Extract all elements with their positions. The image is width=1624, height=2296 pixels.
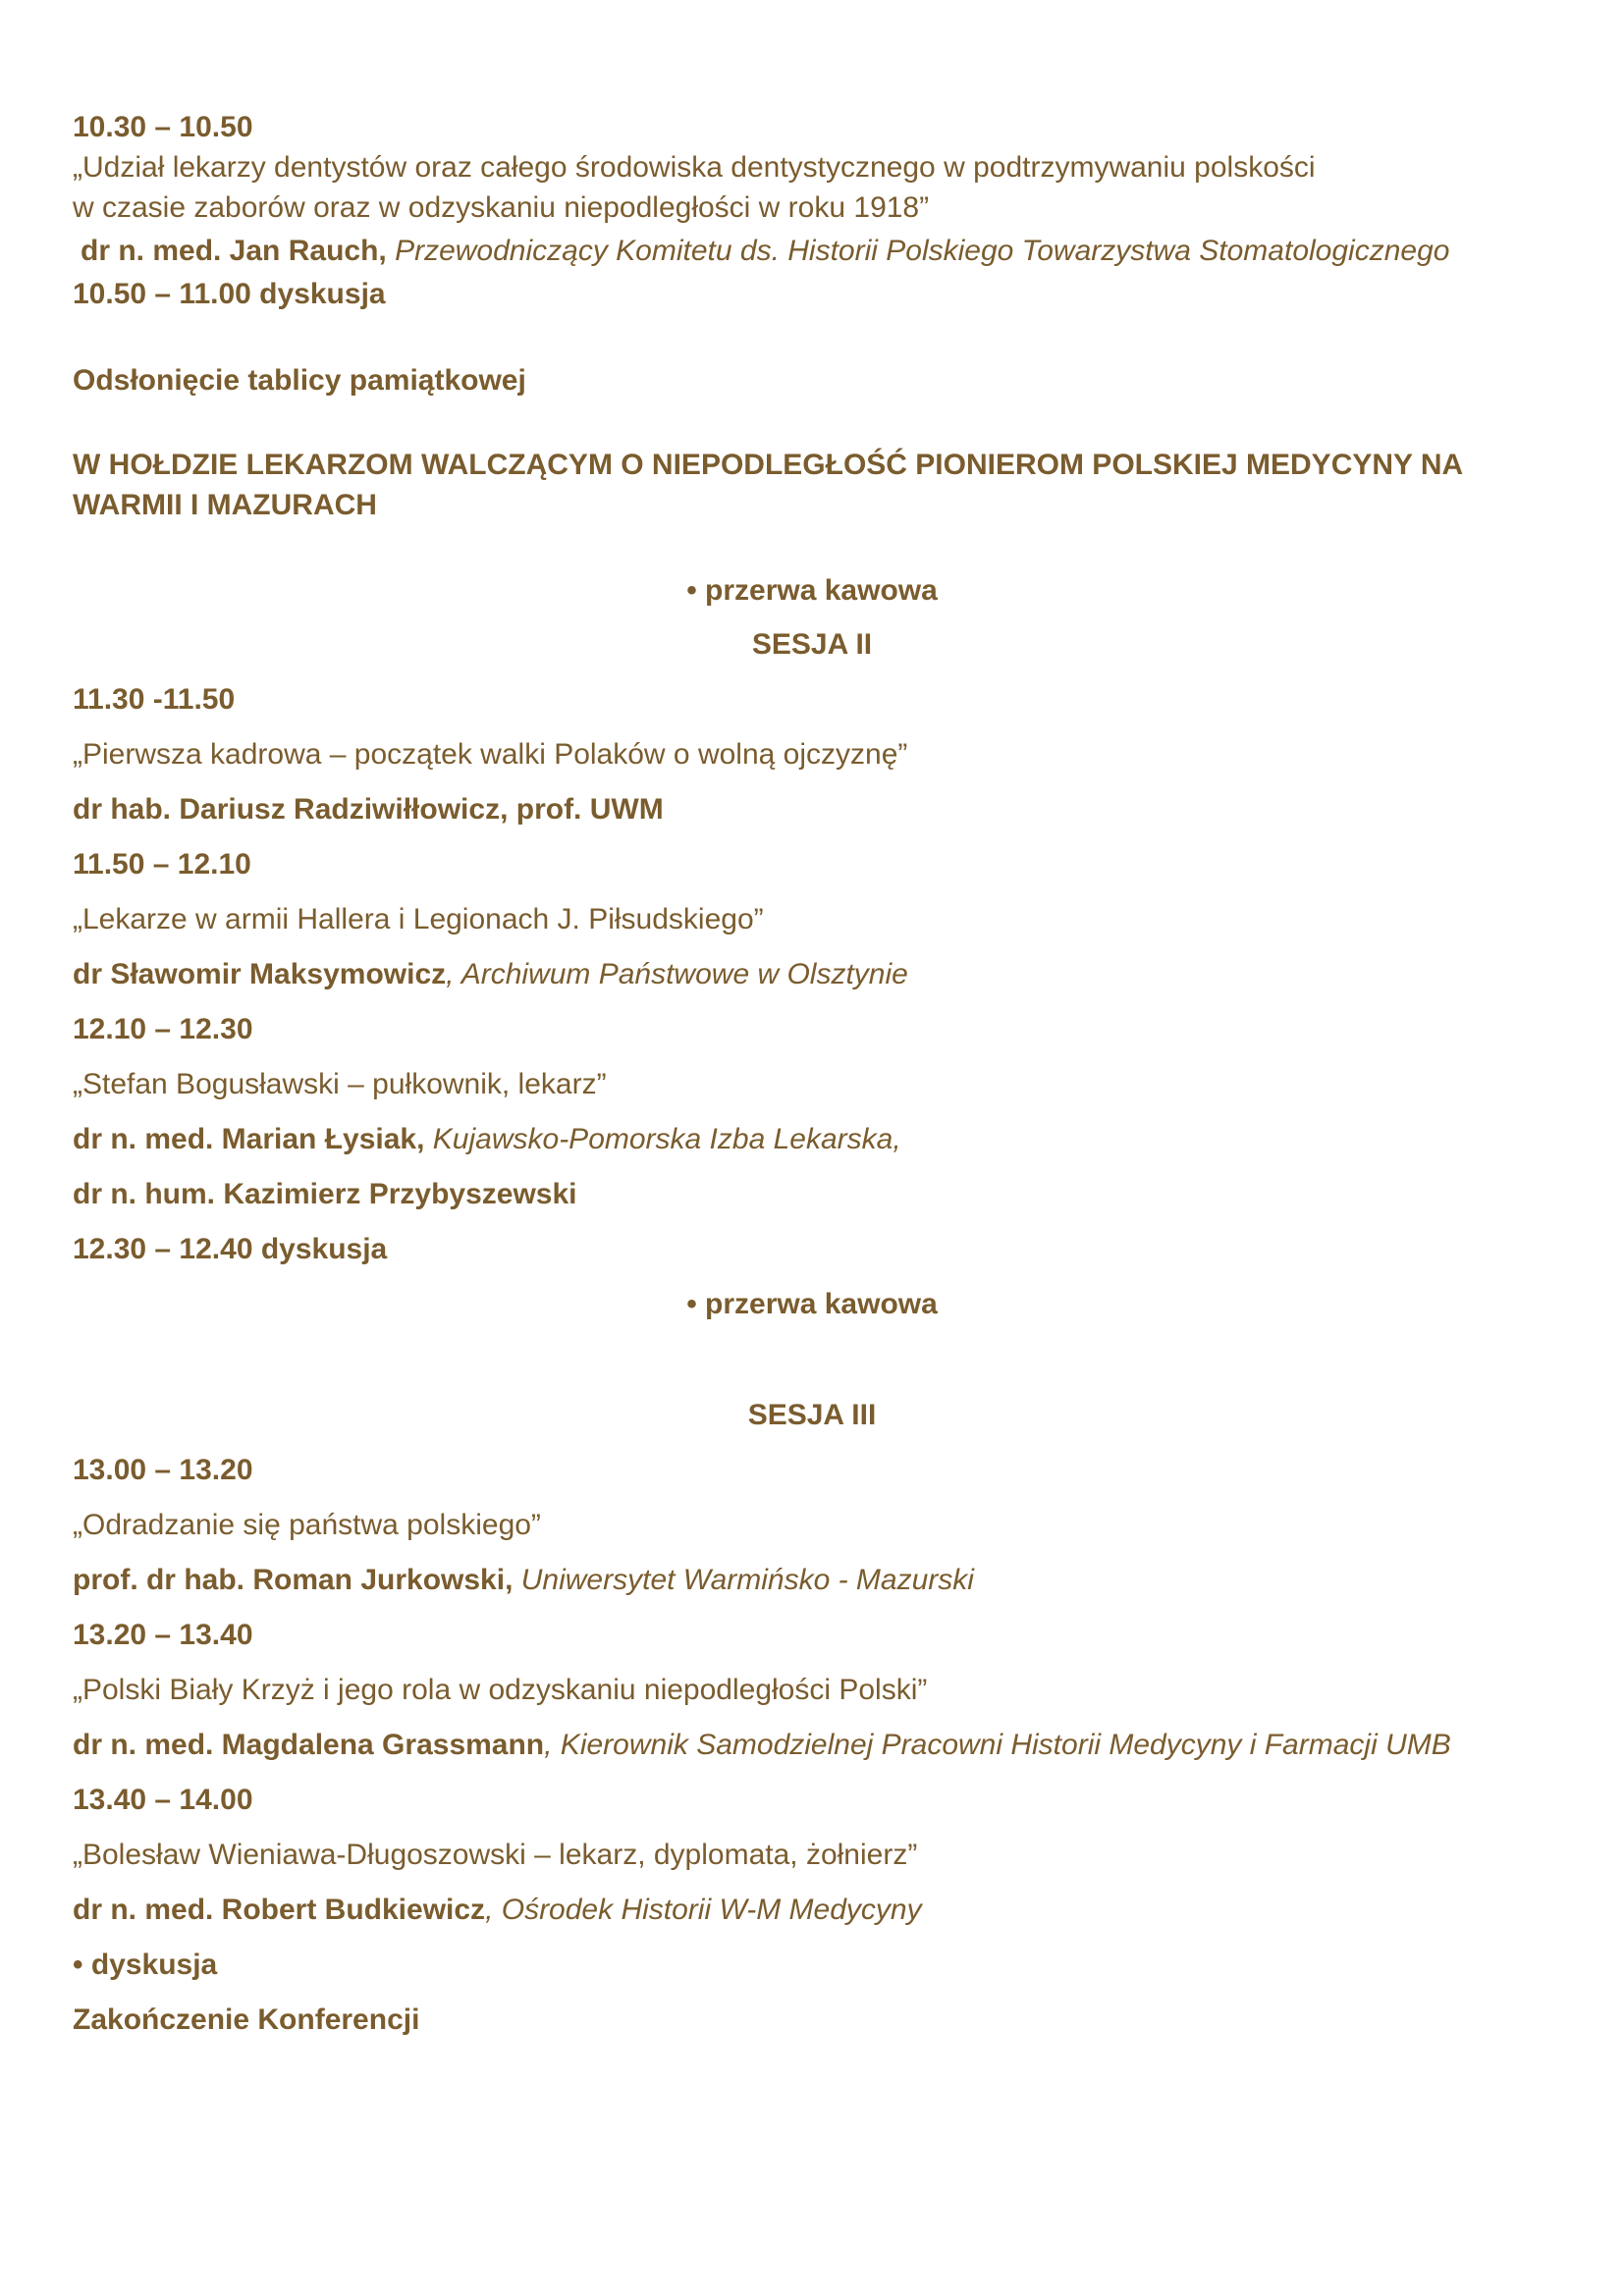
talk-title: „Odradzanie się państwa polskiego” — [73, 1509, 541, 1541]
talk-time: 10.30 – 10.50 — [73, 111, 253, 143]
discussion: 12.30 – 12.40 dyskusja — [73, 1233, 388, 1265]
coffee-break: • przerwa kawowa — [686, 574, 938, 607]
plaque-heading: Odsłonięcie tablicy pamiątkowej — [73, 364, 526, 397]
discussion: 10.50 – 11.00 dyskusja — [73, 278, 386, 310]
talk-speaker-line — [81, 232, 1449, 271]
talk-title: „Udział lekarzy dentystów oraz całego środowiska dentystycznego w podtrzymywaniu polskości — [73, 151, 1316, 184]
speaker-affiliation: , Archiwum Państwowe w Olsztynie — [446, 958, 908, 990]
speaker-name: dr n. med. Magdalena Grassmann — [73, 1729, 545, 1761]
talk-speaker-line — [73, 1561, 974, 1600]
talk-time: 11.30 -11.50 — [73, 683, 236, 716]
talk-speaker-line — [73, 1726, 1451, 1765]
talk-title: „Pierwsza kadrowa – początek walki Polaków o wolną ojczyznę” — [73, 738, 908, 771]
speaker-name: prof. dr hab. Roman Jurkowski, — [73, 1564, 514, 1596]
speaker-affiliation: , Kierownik Samodzielnej Pracowni Historii Medycyny i Farmacji UMB — [544, 1729, 1451, 1761]
talk-time: 13.40 – 14.00 — [73, 1784, 253, 1816]
coffee-break: • przerwa kawowa — [686, 1288, 938, 1320]
talk-title: „Polski Biały Krzyż i jego rola w odzyskaniu niepodległości Polski” — [73, 1674, 928, 1706]
speaker-name: dr Sławomir Maksymowicz — [73, 958, 447, 990]
speaker-name: dr n. med. Jan Rauch, — [81, 235, 387, 267]
talk-title-continued: w czasie zaborów oraz w odzyskaniu niepodległości w roku 1918” — [73, 191, 930, 224]
talk-time: 13.20 – 13.40 — [73, 1619, 253, 1651]
plaque-inscription: W HOŁDZIE LEKARZOM WALCZĄCYM O NIEPODLEGŁOŚĆ PIONIEROM POLSKIEJ MEDYCYNY NA — [73, 449, 1464, 481]
talk-title: „Stefan Bogusławski – pułkownik, lekarz” — [73, 1068, 607, 1100]
speaker-affiliation: Kujawsko-Pomorska Izba Lekarska, — [432, 1123, 901, 1155]
session-heading: SESJA III — [747, 1399, 877, 1431]
speaker-name: dr hab. Dariusz Radziwiłłowicz, prof. UWM — [73, 793, 664, 826]
talk-speaker-line — [73, 955, 908, 994]
closing: Zakończenie Konferencji — [73, 2003, 420, 2036]
talk-time: 13.00 – 13.20 — [73, 1454, 253, 1486]
session-heading: SESJA II — [751, 628, 873, 661]
speaker-affiliation: , Ośrodek Historii W-M Medycyny — [485, 1894, 922, 1926]
discussion: • dyskusja — [73, 1949, 218, 1981]
talk-speaker-line — [73, 1891, 922, 1930]
speaker-affiliation: Przewodniczący Komitetu ds. Historii Polskiego Towarzystwa Stomatologicznego — [395, 235, 1450, 267]
talk-title: „Bolesław Wieniawa-Długoszowski – lekarz, dyplomata, żołnierz” — [73, 1839, 918, 1871]
plaque-inscription-continued: WARMII I MAZURACH — [73, 489, 377, 521]
talk-time: 11.50 – 12.10 — [73, 848, 251, 881]
speaker-name: dr n. hum. Kazimierz Przybyszewski — [73, 1178, 577, 1210]
speaker-name: dr n. med. Robert Budkiewicz — [73, 1894, 486, 1926]
speaker-name: dr n. med. Marian Łysiak, — [73, 1123, 425, 1155]
talk-title: „Lekarze w armii Hallera i Legionach J. Piłsudskiego” — [73, 903, 764, 935]
talk-speaker-line — [73, 1120, 901, 1159]
talk-time: 12.10 – 12.30 — [73, 1013, 253, 1045]
speaker-affiliation: Uniwersytet Warmińsko - Mazurski — [520, 1564, 974, 1596]
